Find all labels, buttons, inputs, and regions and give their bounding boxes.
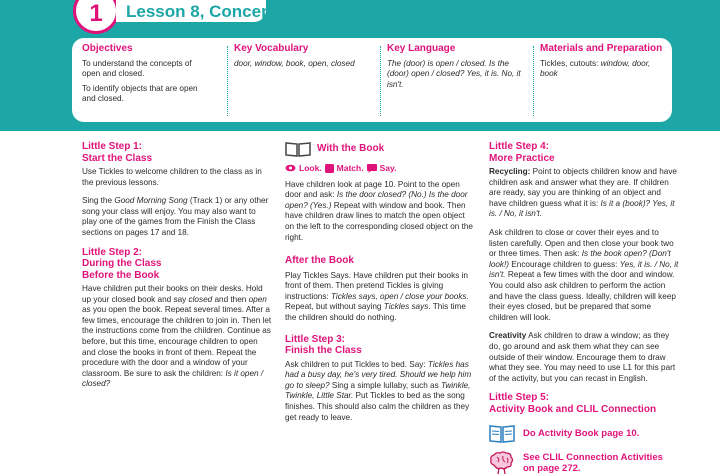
eye-icon	[285, 164, 296, 172]
step4-title: More Practice	[489, 152, 555, 164]
step1-label: Little Step 1:	[82, 141, 143, 152]
clil-row	[489, 451, 679, 475]
objective-item: To identify objects that are open and closed.	[82, 83, 198, 103]
say-label: Say.	[379, 163, 397, 173]
step3-title: Finish the Class	[285, 345, 362, 357]
step1-paragraph: Use Tickles to welcome children to the class as in the previous lessons.	[82, 167, 262, 187]
step2-title: During the Class	[82, 258, 162, 270]
step4-label: Little Step 4:	[489, 141, 550, 152]
match-icon	[325, 164, 334, 173]
objectives-heading: Objectives	[82, 43, 133, 54]
lesson-title-pill	[116, 0, 278, 22]
step5-label: Little Step 5:	[489, 392, 550, 404]
step2-paragraph: Have children put their books on their desks. Hold up your closed book and say closed and then open as you open the book. Repeat several times. After a few times, encourage the children to join in. Then let the instructions come from the children. Continue as before, but this time, encourage children to open and close the books in front of them. Repeat the procedure with the door and a window of your classroom. Be sure to ask the children: Is it open / closed?	[82, 284, 272, 389]
step3-paragraph: Ask children to put Tickles to bed. Say: Tickles has had a busy day, he's very tired. Should we help him go to sleep? Sing a simple lullaby, such as Twinkle, Twinkle, Little Star. Put Tickles to bed as the song finishes. This should also calm the children as they get ready to leave.	[285, 359, 472, 422]
with-book-paragraph: Have children look at page 10. Point to the open door and ask: Is the door closed? (No.) Is the door open? (Yes.) Repeat with window and book. Then have children draw lines to match the open object on the left to the corresponding closed object on the right.	[285, 179, 473, 242]
vocabulary-heading: Key Vocabulary	[234, 43, 309, 54]
overview-box	[72, 38, 672, 122]
activity-book-row	[489, 423, 679, 443]
materials-heading: Materials and Preparation	[540, 43, 663, 54]
step5-title: Activity Book and CLIL Connection	[489, 403, 657, 415]
step2-subtitle: Before the Book	[82, 269, 160, 281]
look-match-say	[285, 163, 475, 174]
clil-page: on page 272.	[523, 463, 581, 475]
with-book-header	[285, 141, 475, 157]
recycling-paragraph: Recycling: Point to objects children know and have children ask and answer what they are. If children are ready, say you are thinking of an object and have children guess what it is: Is it a (book)? Yes, it is. / No, it isn't.	[489, 167, 677, 219]
clil-label: See CLIL Connection Activities	[523, 452, 663, 464]
column-3	[489, 141, 679, 475]
divider	[533, 46, 534, 116]
objectives-section	[82, 44, 212, 116]
materials-section	[540, 44, 668, 116]
step2-label: Little Step 2:	[82, 246, 143, 258]
column-1	[82, 141, 272, 398]
brain-icon	[489, 451, 515, 475]
language-section	[387, 44, 527, 116]
activity-book-icon	[489, 423, 515, 443]
look-label: Look.	[299, 163, 322, 173]
step1-song-paragraph: Sing the Good Morning Song (Track 1) or any other song your class will enjoy. You may also want to play one of the games from the Finish the Class sections on pages 17 and 18.	[82, 196, 269, 237]
objective-item: To understand the concepts of open and closed.	[82, 58, 192, 78]
match-label: Match.	[336, 163, 364, 173]
lesson-title: Lesson 8, Concept	[126, 2, 278, 21]
creativity-paragraph: Creativity Ask children to draw a window; as they do, go around and ask them what they can see outside of their window. Encourage them to draw what they see. You may need to use L1 for this part of the activity, but you can recast in English.	[489, 331, 676, 383]
materials-text: Tickles, cutouts: window, door, book	[540, 58, 651, 78]
step1-title: Start the Class	[82, 152, 153, 164]
language-heading: Key Language	[387, 43, 456, 54]
vocabulary-text: door, window, book, open, closed	[234, 58, 355, 68]
column-2	[285, 141, 475, 431]
divider	[380, 46, 381, 116]
after-book-paragraph: Play Tickles Says. Have children put their books in front of them. Then pretend Tickles is giving instructions: Tickles says, open / close your books. Repeat, but without saying Tickles says. This time the children should do nothing.	[285, 270, 469, 323]
step3-label: Little Step 3:	[285, 333, 346, 345]
after-book-heading: After the Book	[285, 255, 354, 267]
divider	[227, 46, 228, 116]
language-text: The (door) is open / closed. Is the (door) open / closed? Yes, it is. No, it isn't.	[387, 58, 521, 89]
open-book-icon	[285, 141, 311, 157]
activity-book-label: Do Activity Book page 10.	[523, 427, 640, 439]
lesson-number: 1	[89, 0, 103, 27]
vocabulary-section	[234, 44, 374, 116]
guess-paragraph: Ask children to close or cover their eyes and to listen carefully. Open and then close your book two or three times. Then ask: Is the book open? (Don't look!) Encourage children to guess: Yes, it is. / No, it isn't. Repeat a few times with the door and window. You could also ask children to perform the action and have the class guess. Ideally, children will keep their eyes closed, but be prepared that some children will look.	[489, 227, 679, 322]
speech-bubble-icon	[367, 164, 377, 173]
with-book-heading: With the Book	[317, 142, 385, 154]
